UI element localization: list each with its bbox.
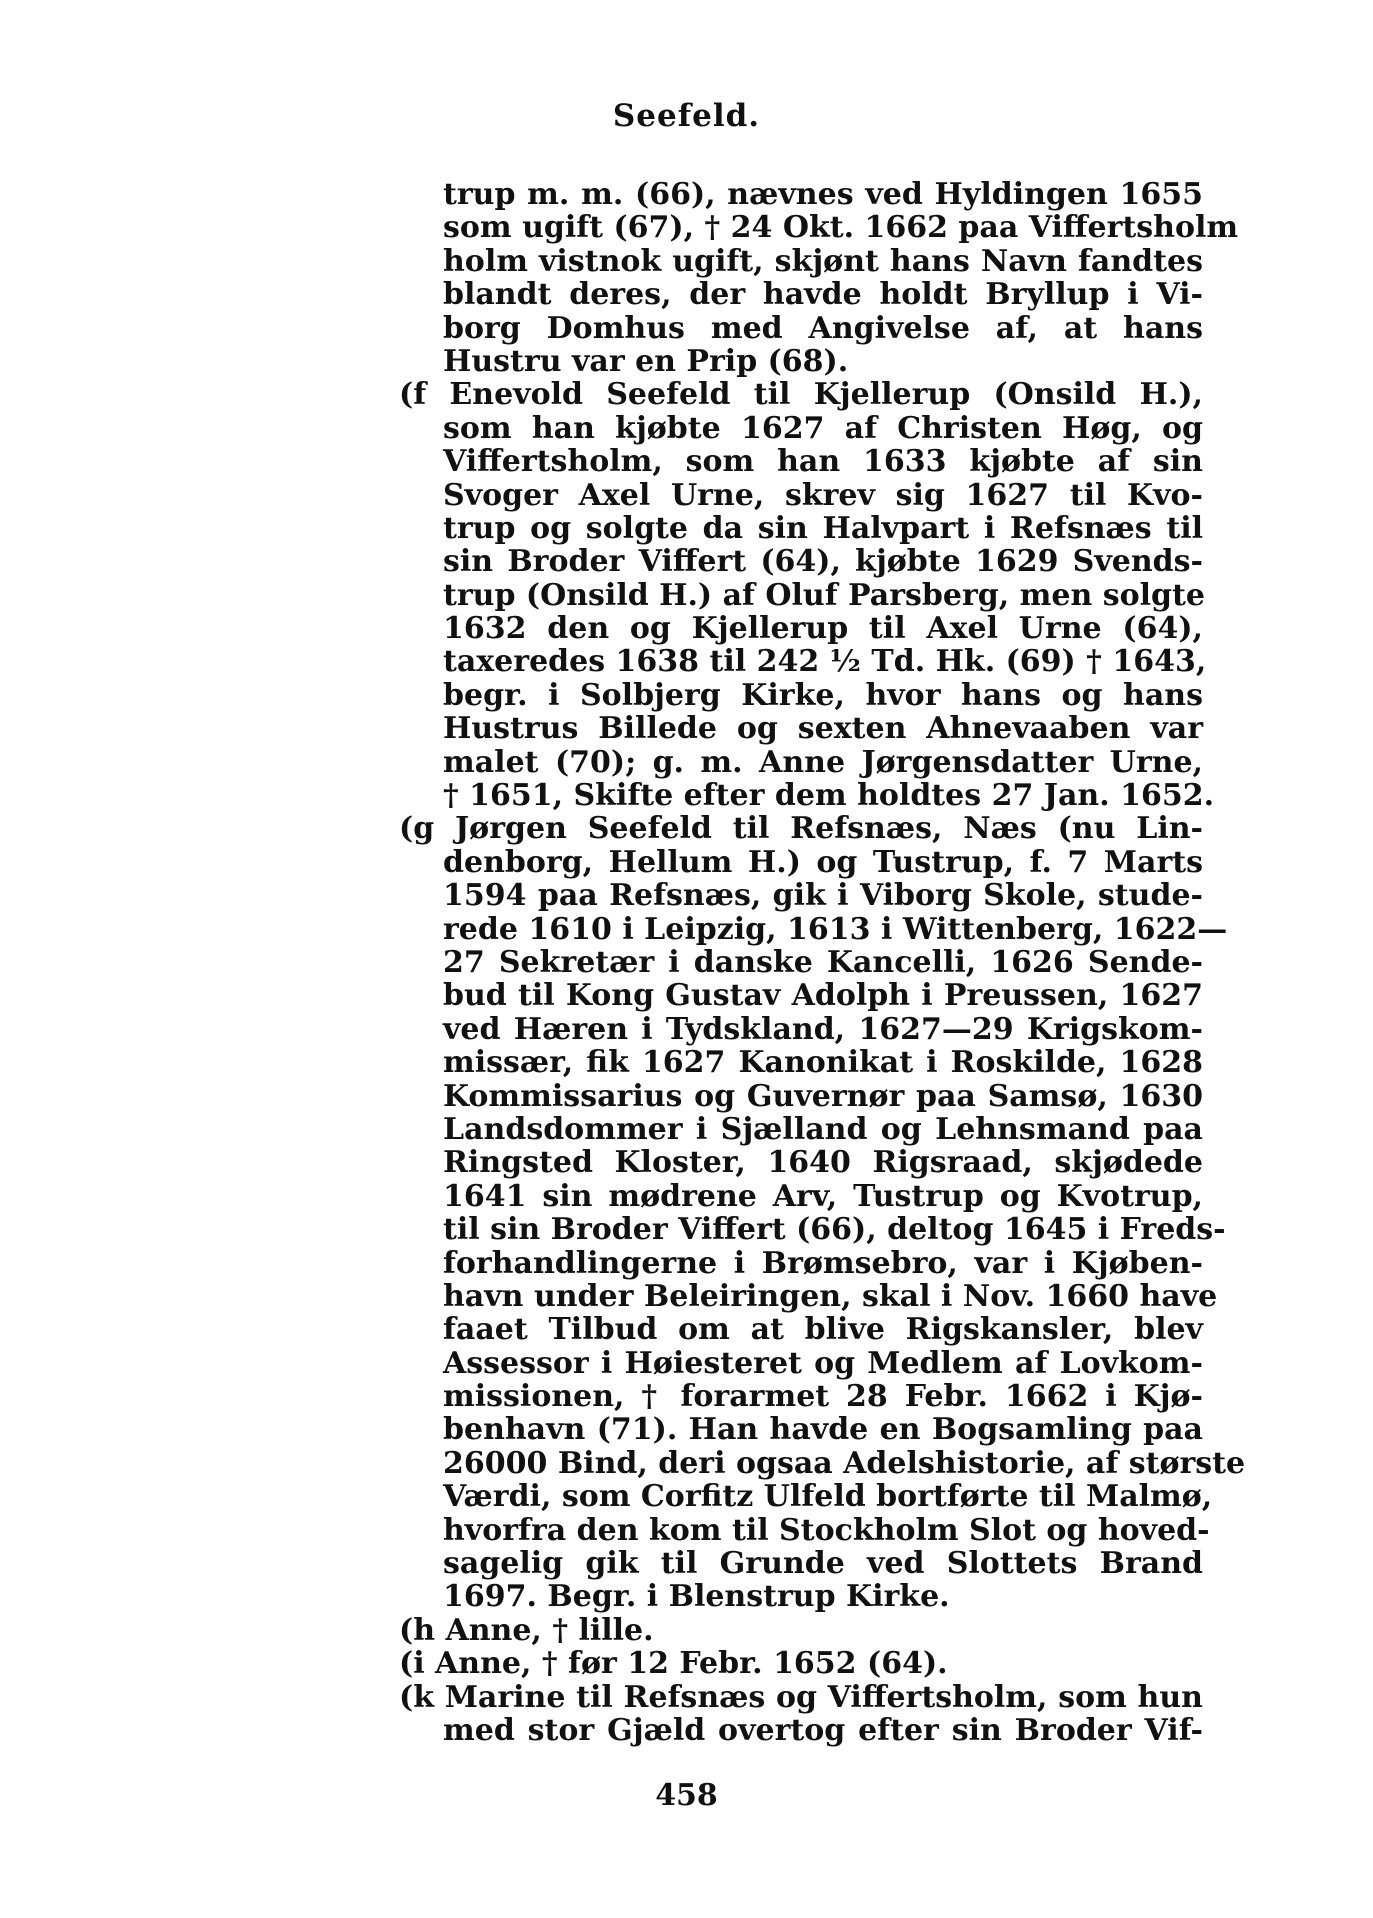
text-line: Hustrus Billede og sexten Ahnevaaben var (443, 711, 1203, 747)
text-line: sagelig gik til Grunde ved Slottets Brand (443, 1546, 1203, 1582)
entry-heading-line: (g Jørgen Seefeld til Refsnæs, Næs (nu Lin- (399, 811, 1203, 847)
text-line: trup m. m. (66), nævnes ved Hyldingen 1655 (443, 177, 1203, 212)
text-line: faaet Tilbud om at blive Rigskansler, blev (443, 1312, 1203, 1348)
text-line: denborg, Hellum H.) og Tustrup, f. 7 Marts (443, 844, 1203, 880)
entry-heading-line: (i Anne, † før 12 Febr. 1652 (64). (399, 1646, 948, 1682)
text-line: med stor Gjæld overtog efter sin Broder Vif- (443, 1712, 1203, 1748)
text-line: Viffertsholm, som han 1633 kjøbte af sin (443, 444, 1203, 480)
text-line: Assessor i Høiesteret og Medlem af Lovkom- (443, 1345, 1203, 1381)
text-line: † 1651, Skifte efter dem holdtes 27 Jan. 1652. (443, 778, 1215, 814)
text-line: til sin Broder Viffert (66), deltog 1645 i Freds- (443, 1212, 1226, 1248)
text-line: missionen, † forarmet 28 Febr. 1662 i Kjø- (443, 1379, 1203, 1415)
entry-enevold (399, 377, 1215, 814)
text-line: Kommissarius og Guvernør paa Samsø, 1630 (443, 1078, 1203, 1114)
text-line: 1697. Begr. i Blenstrup Kirke. (443, 1579, 950, 1615)
text-line: Hustru var en Prip (68). (443, 343, 849, 379)
text-line: 1632 den og Kjellerup til Axel Urne (64), (443, 611, 1203, 647)
text-line: Landsdommer i Sjælland og Lehnsmand paa (443, 1111, 1203, 1147)
text-line: Værdi, som Corfitz Ulfeld bortførte til Malmø, (443, 1479, 1213, 1515)
text-line: som ugift (67), † 24 Okt. 1662 paa Viffertsholm (443, 210, 1239, 246)
text-line: trup og solgte da sin Halvpart i Refsnæs til (443, 510, 1203, 546)
text-line: begr. i Solbjerg Kirke, hvor hans og hans (443, 677, 1203, 713)
text-line: trup (Onsild H.) af Oluf Parsberg, men solgte (443, 577, 1205, 613)
text-line: malet (70); g. m. Anne Jørgensdatter Urne, (443, 744, 1203, 780)
text-line: 1641 sin mødrene Arv, Tustrup og Kvotrup, (443, 1178, 1203, 1214)
text-line: som han kjøbte 1627 af Christen Høg, og (443, 410, 1203, 446)
entry-marine (399, 1681, 1203, 1748)
text-line: ved Hæren i Tydskland, 1627—29 Krigskom- (443, 1011, 1203, 1047)
entry-heading-line: (k Marine til Refsnæs og Viffertsholm, som hun (399, 1679, 1203, 1715)
running-head: Seefeld. (612, 98, 761, 134)
body-text (399, 177, 1246, 1748)
text-line: benhavn (71). Han havde en Bogsamling paa (443, 1412, 1203, 1448)
text-line: borg Domhus med Angivelse af, at hans (443, 310, 1203, 346)
text-line: missær, fik 1627 Kanonikat i Roskilde, 1628 (443, 1045, 1203, 1081)
entry-anne-i (399, 1647, 1203, 1680)
entry-heading-line: (f Enevold Seefeld til Kjellerup (Onsild H.), (399, 377, 1203, 413)
page-number: 458 (655, 1778, 718, 1813)
text-line: sin Broder Viffert (64), kjøbte 1629 Svends- (443, 544, 1203, 580)
text-line: blandt deres, der havde holdt Bryllup i Vi- (443, 277, 1203, 313)
text-line: holm vistnok ugift, skjønt hans Navn fandtes (443, 243, 1203, 279)
text-line: hvorfra den kom til Stockholm Slot og hoved- (443, 1512, 1210, 1548)
entry-anne-h (399, 1614, 1203, 1647)
text-line: havn under Beleiringen, skal i Nov. 1660 have (443, 1278, 1218, 1314)
text-line: forhandlingerne i Brømsebro, var i Kjøben- (443, 1245, 1203, 1281)
text-line: 1594 paa Refsnæs, gik i Viborg Skole, stude- (443, 878, 1203, 914)
text-line: Ringsted Kloster, 1640 Rigsraad, skjødede (443, 1145, 1203, 1181)
entry-jorgen (399, 811, 1246, 1615)
text-line: 26000 Bind, deri ogsaa Adelshistorie, af største (443, 1445, 1246, 1481)
text-line: taxeredes 1638 til 242 ½ Td. Hk. (69) † 1643, (443, 644, 1207, 680)
text-line: rede 1610 i Leipzig, 1613 i Wittenberg, 1622— (443, 911, 1228, 947)
text-line: Svoger Axel Urne, skrev sig 1627 til Kvo- (443, 477, 1203, 513)
text-line: 27 Sekretær i danske Kancelli, 1626 Sende- (443, 944, 1203, 980)
text-line: bud til Kong Gustav Adolph i Preussen, 1627 (443, 978, 1203, 1014)
entry-heading-line: (h Anne, † lille. (399, 1612, 654, 1648)
